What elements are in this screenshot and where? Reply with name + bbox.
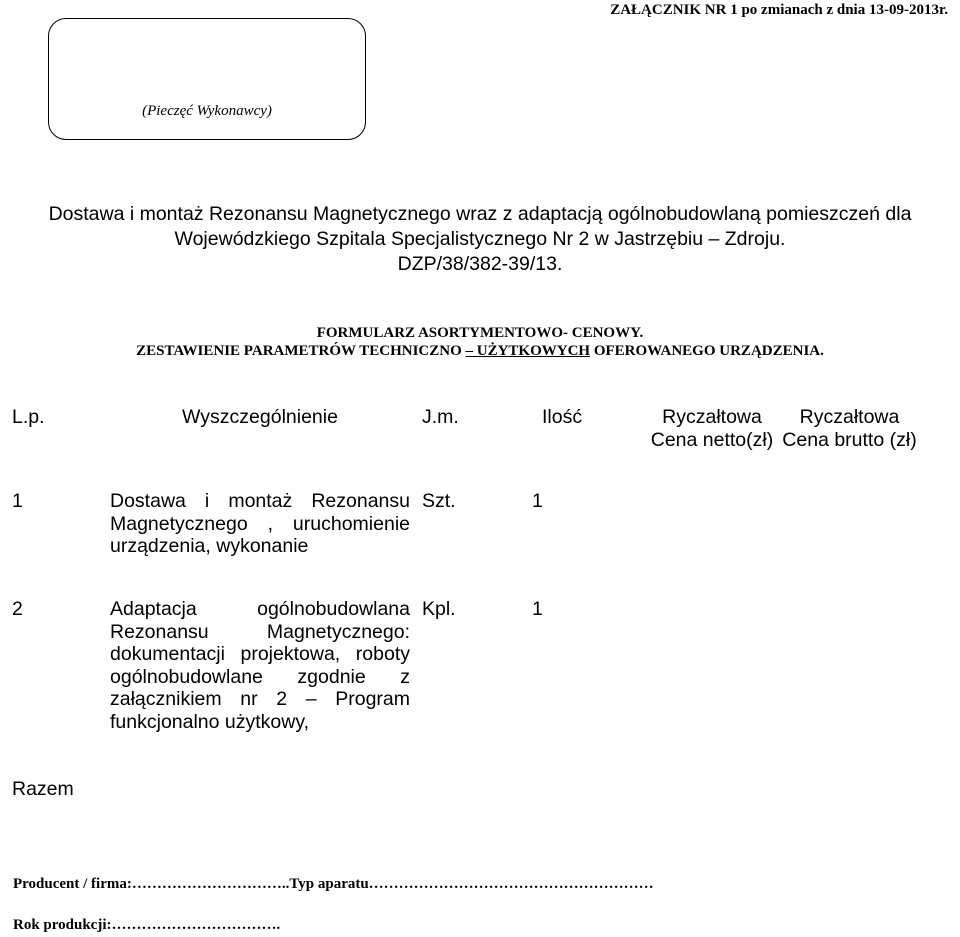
heading-line-2-prefix: ZESTAWIENIE PARAMETRÓW TECHNICZNO <box>136 343 466 359</box>
header-gross-price: Ryczałtowa Cena brutto (zł) <box>782 406 917 451</box>
row-net-price[interactable] <box>642 598 782 778</box>
contractor-stamp-box <box>48 18 366 140</box>
row-gross-price[interactable] <box>782 598 917 778</box>
row-lp: 2 <box>12 598 23 620</box>
total-net-price[interactable] <box>642 778 782 808</box>
row-gross-price[interactable] <box>782 490 917 598</box>
header-lp: L.p. <box>12 406 45 428</box>
stamp-label: (Pieczęć Wykonawcy) <box>142 103 272 119</box>
total-label: Razem <box>12 778 74 800</box>
title-line-3: DZP/38/382-39/13. <box>397 253 563 275</box>
heading-line-2-underlined: – UŻYTKOWYCH <box>465 343 591 359</box>
header-qty: Ilość <box>542 406 583 428</box>
row-unit: Kpl. <box>422 598 456 620</box>
header-net-price: Ryczałtowa Cena netto(zł) <box>650 406 774 451</box>
attachment-note: ZAŁĄCZNIK NR 1 po zmianach z dnia 13-09-2013r. <box>610 2 948 18</box>
heading-line-1: FORMULARZ ASORTYMENTOWO- CENOWY. <box>316 325 644 341</box>
row-unit: Szt. <box>422 490 456 512</box>
table-row <box>0 598 917 778</box>
heading-line-2-suffix: OFEROWANEGO URZĄDZENIA. <box>590 343 824 359</box>
row-lp: 1 <box>12 490 23 512</box>
table-row <box>0 490 917 598</box>
header-item: Wyszczególnienie <box>182 406 338 428</box>
producer-field[interactable]: Producent / firma:…………………………..Typ aparatu………………………………………………… <box>13 876 654 892</box>
document-title <box>0 202 960 277</box>
row-item: Dostawa i montaż Rezonansu Magnetycznego , uruchomienie urządzenia, wykonanie <box>110 490 410 557</box>
table-header-row <box>0 404 917 490</box>
row-net-price[interactable] <box>642 490 782 598</box>
total-row <box>0 778 917 808</box>
title-line-1: Dostawa i montaż Rezonansu Magnetycznego wraz z adaptacją ogólnobudowlaną pomieszczeń dla <box>48 203 912 225</box>
row-qty: 1 <box>532 490 543 512</box>
row-qty: 1 <box>532 598 543 620</box>
price-form-table <box>0 404 917 808</box>
form-heading <box>0 324 960 360</box>
production-year-field[interactable]: Rok produkcji:……………………………. <box>13 917 281 933</box>
row-item: Adaptacja ogólnobudowlana Rezonansu Magnetycznego: dokumentacji projektowa, roboty ogólnobudowlane zgodnie z załącznikiem nr 2 – Program funkcjonalno użytkowy, <box>110 598 410 733</box>
header-unit: J.m. <box>422 406 459 428</box>
title-line-2: Wojewódzkiego Szpitala Specjalistycznego Nr 2 w Jastrzębiu – Zdroju. <box>174 228 786 250</box>
heading-line-2 <box>0 342 960 360</box>
total-gross-price[interactable] <box>782 778 917 808</box>
